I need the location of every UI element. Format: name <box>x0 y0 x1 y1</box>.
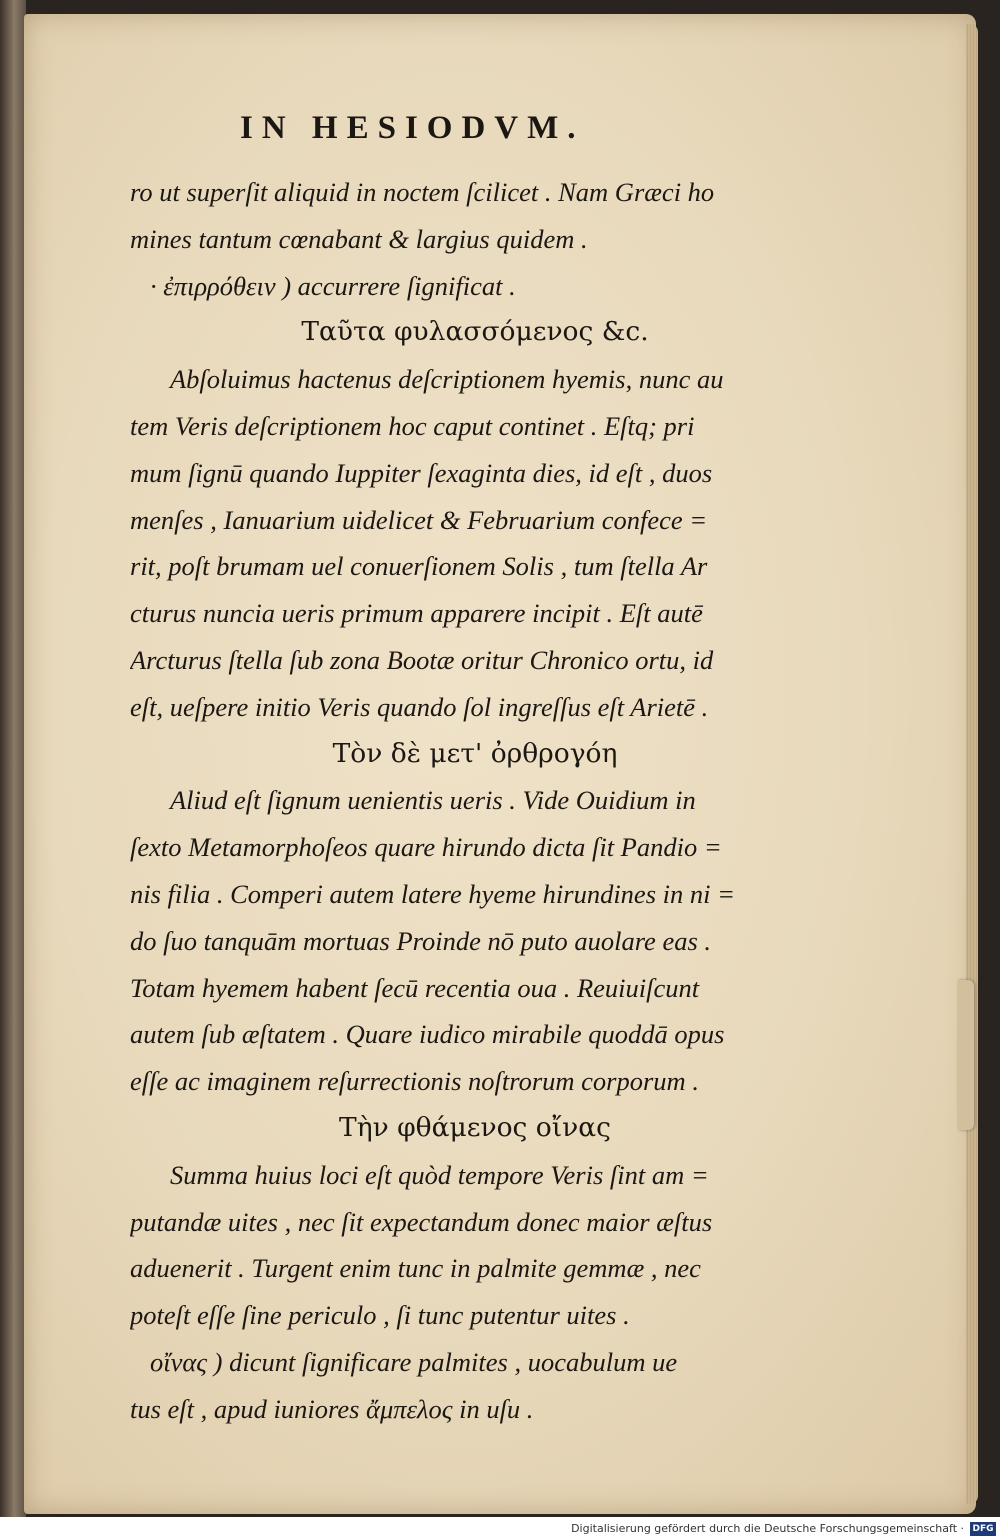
text-line: οἴνας ) dicunt ſignificare palmites , uocabulum ue <box>150 1346 678 1377</box>
dfg-logo: DFG <box>970 1522 996 1536</box>
greek-lemma-heading: Τὴν φθάμενος οἴνας <box>339 1111 611 1143</box>
text-line: Totam hyemem habent ſecū recentia oua . Reuiuiſcunt <box>130 972 700 1003</box>
text-line: mum ſignū quando Iuppiter ſexaginta dies, id eſt , duos <box>130 457 713 488</box>
text-line: Aliud eſt ſignum uenientis ueris . Vide Ouidium in <box>170 785 696 816</box>
greek-lemma-heading: Τὸν δὲ μετ' ὀρθρογόη <box>332 737 618 769</box>
text-line: do ſuo tanquām mortuas Proinde nō puto auolare eas . <box>130 925 712 956</box>
text-line: rit, poſt brumam uel conuerſionem Solis , tum ſtella Ar <box>130 551 708 582</box>
page-tab-marker <box>958 980 974 1130</box>
text-line: tus eſt , apud iuniores ἄμπελος in uſu . <box>130 1393 534 1424</box>
footer-strip <box>0 1517 1000 1539</box>
greek-lemma-heading: Ταῦτα φυλασσόμενος &c. <box>301 316 649 348</box>
text-line: putandæ uites , nec ſit expectandum donec maior æſtus <box>130 1206 713 1237</box>
running-head: IN HESIODVM. <box>240 110 585 146</box>
text-line: cturus nuncia ueris primum apparere incipit . Eſt autē <box>130 598 703 629</box>
text-line: aduenerit . Turgent enim tunc in palmite gemmæ , nec <box>130 1253 701 1284</box>
text-line: mines tantum cœnabant & largius quidem . <box>130 223 588 254</box>
text-line: ro ut superſit aliquid in noctem ſcilicet . Nam Græci ho <box>130 177 715 207</box>
text-line: Abſoluimus hactenus deſcriptionem hyemis, nunc au <box>170 364 724 395</box>
left-page-edge <box>0 0 26 1539</box>
text-line: Summa huius loci eſt quòd tempore Veris ſint am = <box>170 1159 709 1190</box>
text-line: ſexto Metamorphoſeos quare hirundo dicta ſit Pandio = <box>130 832 722 863</box>
text-lines <box>130 169 820 1433</box>
right-page-edge <box>966 24 978 1504</box>
text-line: poteſt eſſe ſine periculo , ſi tunc putentur uites . <box>130 1300 630 1331</box>
text-line: autem ſub æſtatem . Quare iudico mirabile quoddā opus <box>130 1019 725 1050</box>
text-line: eſſe ac imaginem reſurrectionis noſtrorum corporum . <box>130 1066 699 1097</box>
text-line: eſt, ueſpere initio Veris quando ſol ingreſſus eſt Arietē . <box>130 691 709 722</box>
text-line: · ἐπιρρόθειν ) accurrere ſignificat . <box>150 270 516 301</box>
text-line: menſes , Ianuarium uidelicet & Februarium confece = <box>130 504 708 535</box>
digitization-credit: Digitalisierung gefördert durch die Deutsche Forschungsgemeinschaft · <box>571 1522 964 1535</box>
text-line: tem Veris deſcriptionem hoc caput continet . Eſtq; pri <box>130 410 695 441</box>
page-text-block <box>130 110 820 1433</box>
text-line: Arcturus ſtella ſub zona Bootæ oritur Chronico ortu, id <box>130 644 714 675</box>
text-line: nis filia . Comperi autem latere hyeme hirundines in ni = <box>130 878 735 909</box>
